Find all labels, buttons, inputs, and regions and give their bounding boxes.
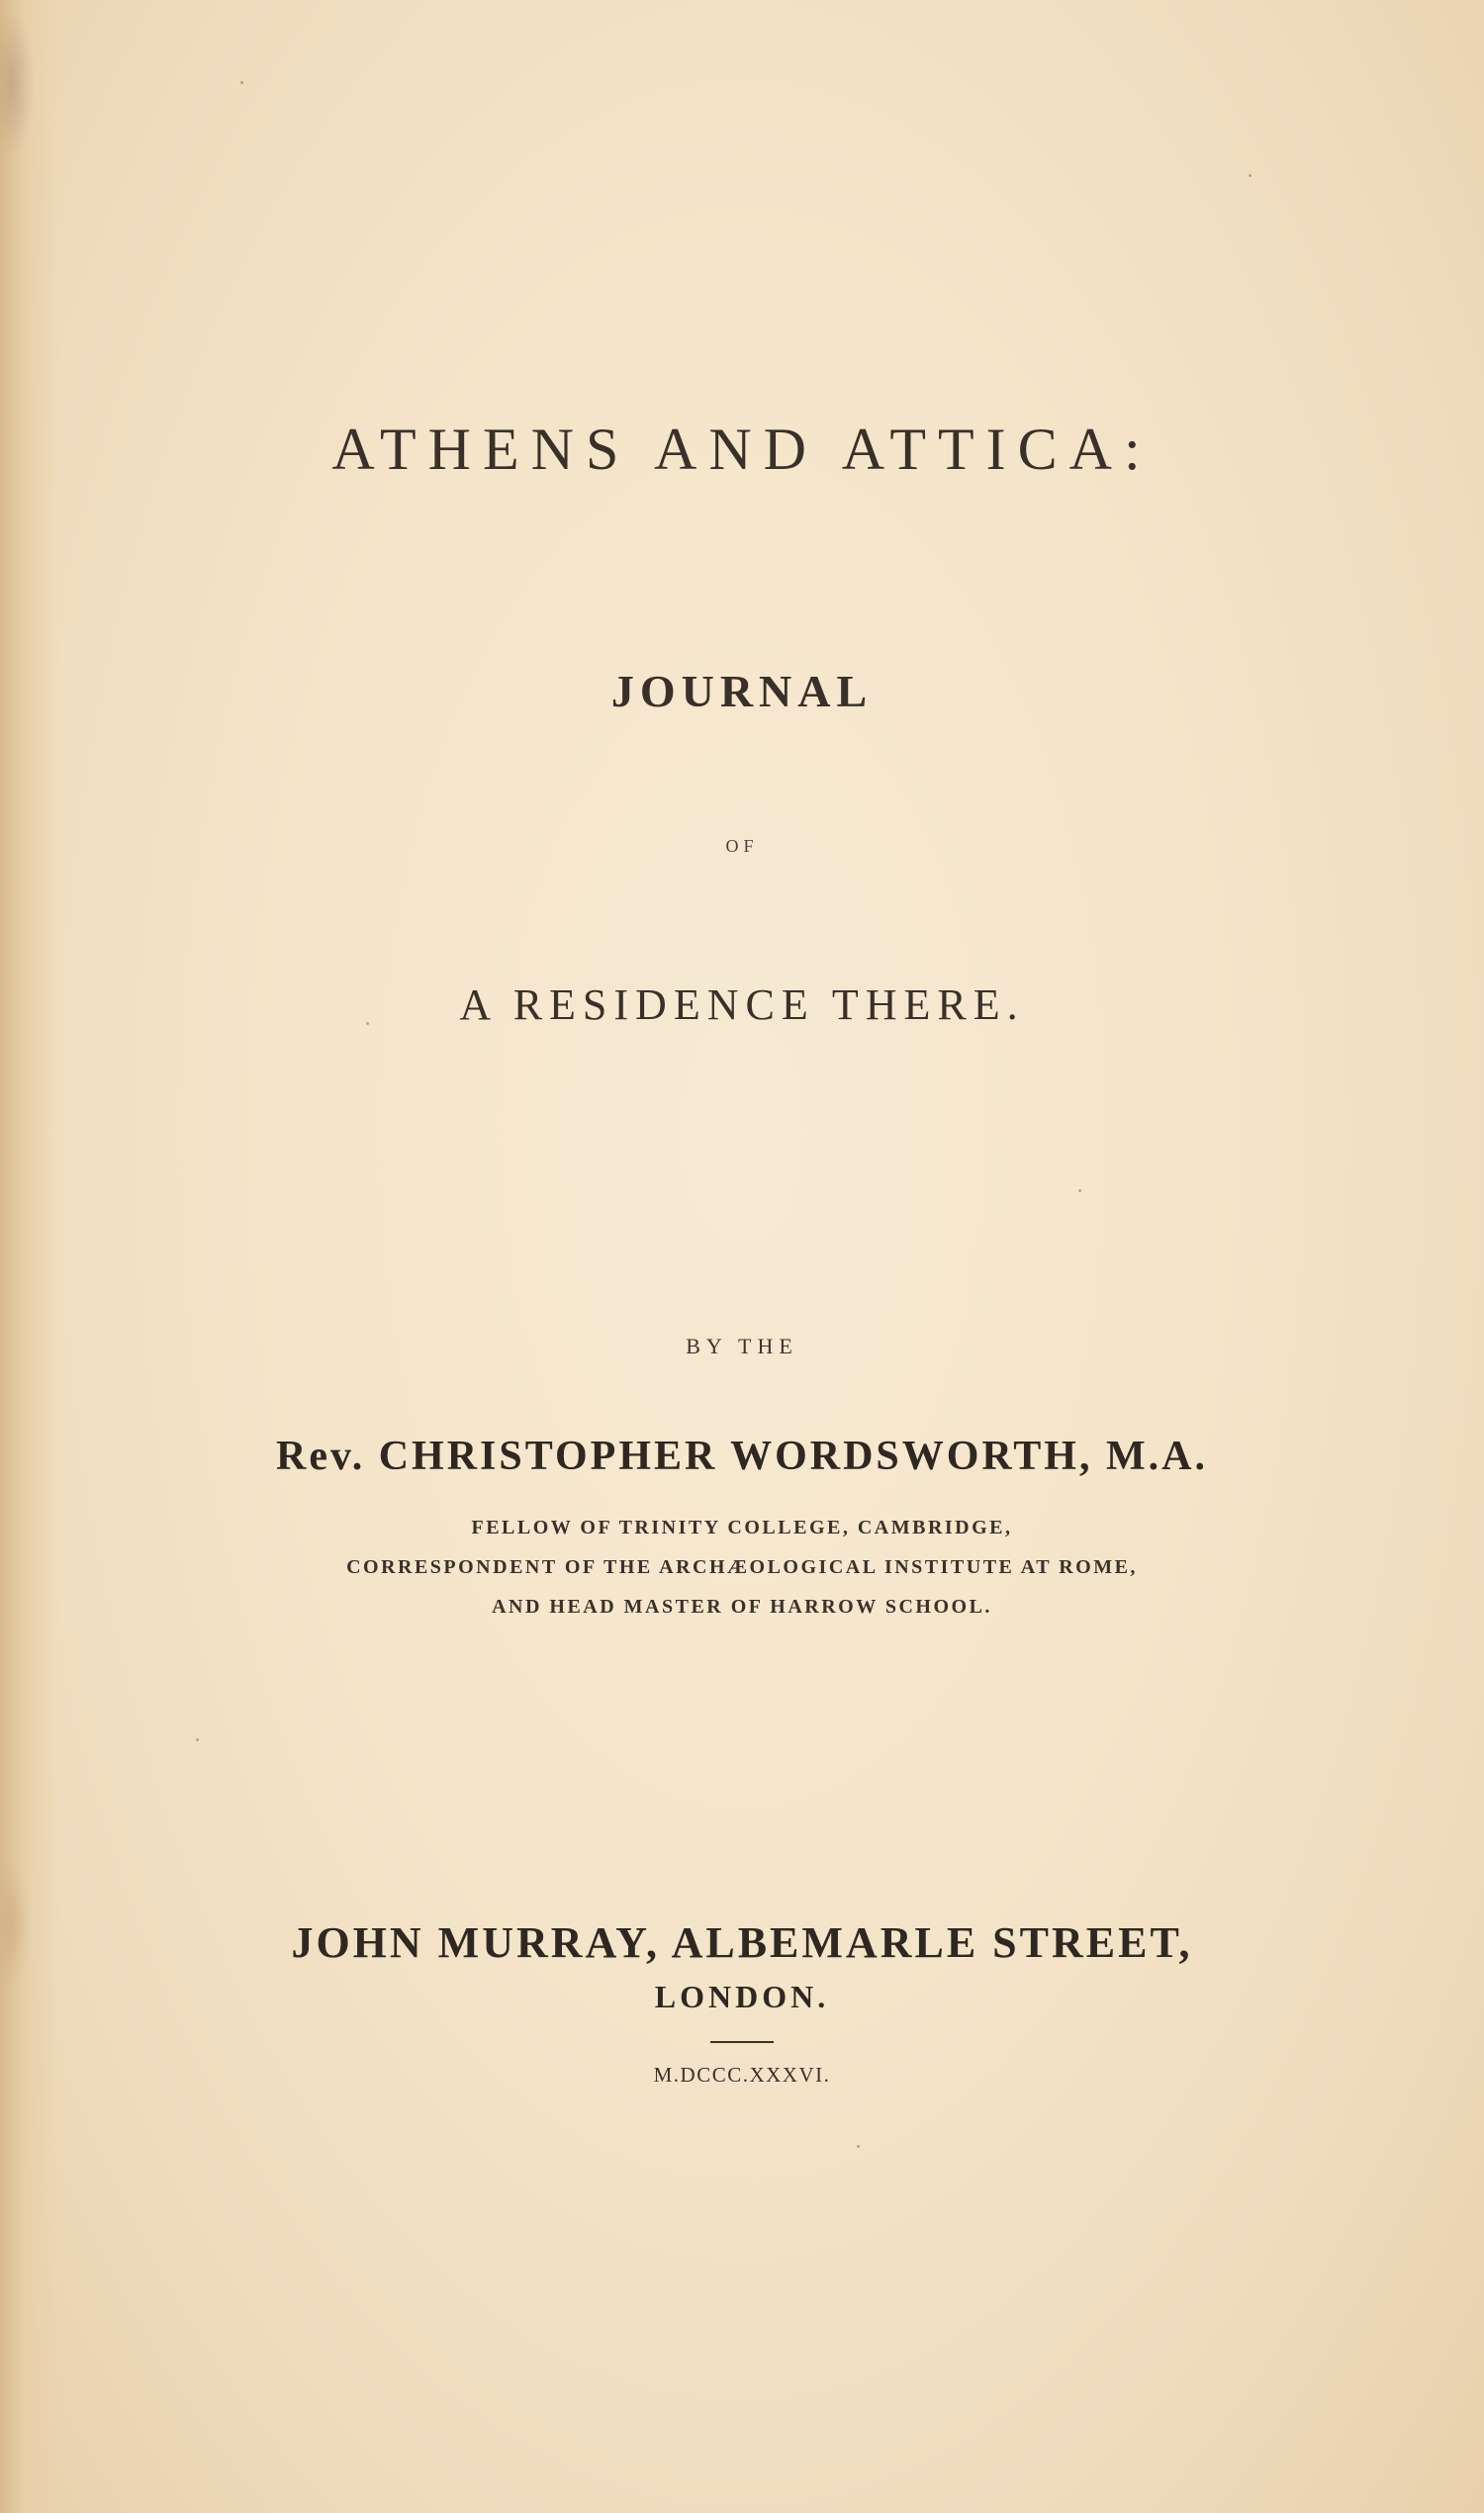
author-name: Rev. CHRISTOPHER WORDSWORTH, M.A. [276, 1434, 1208, 1479]
paper-speck [196, 1738, 199, 1741]
publication-city: LONDON. [654, 1979, 830, 2014]
paper-speck [240, 81, 243, 84]
publication-date: M.DCCC.XXXVI. [653, 2063, 831, 2087]
paper-speck [1249, 174, 1252, 177]
credential-line: AND HEAD MASTER OF HARROW SCHOOL. [492, 1596, 992, 1618]
book-title: ATHENS AND ATTICA: [331, 417, 1153, 482]
paper-speck [857, 2145, 860, 2148]
credential-line: CORRESPONDENT OF THE ARCHÆOLOGICAL INSTITUTE AT ROME, [346, 1556, 1138, 1578]
publisher-name: JOHN MURRAY, ALBEMARLE STREET, [291, 1918, 1193, 1967]
paper-speck [1078, 1189, 1081, 1192]
subtitle-of: OF [725, 836, 759, 856]
page-edge-shadow [0, 0, 59, 2513]
subtitle-journal: JOURNAL [610, 666, 874, 716]
divider-rule [710, 2041, 774, 2043]
byline-intro: BY THE [686, 1334, 798, 1358]
subtitle-residence: A RESIDENCE THERE. [459, 980, 1025, 1029]
credential-line: FELLOW OF TRINITY COLLEGE, CAMBRIDGE, [471, 1517, 1013, 1538]
